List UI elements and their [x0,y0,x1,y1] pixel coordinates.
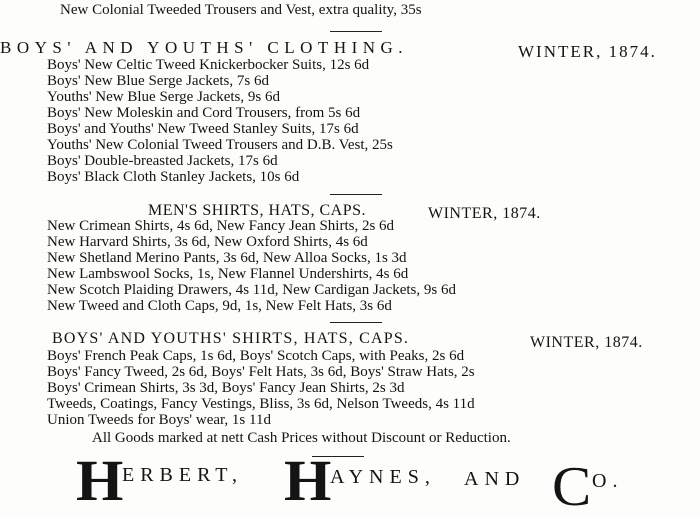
list-item: Boys' Black Cloth Stanley Jackets, 10s 6d [47,169,300,185]
section-heading-boys-shirts: BOYS' AND YOUTHS' SHIRTS, HATS, CAPS. [52,330,410,347]
firm-name-herbert: ERBERT, [122,464,243,486]
firm-name-haynes: AYNES, [330,466,436,488]
firm-initial-c: C [552,456,592,518]
list-item: Boys' and Youths' New Tweed Stanley Suits, 17s 6d [47,121,359,137]
list-item: Boys' Crimean Shirts, 3s 3d, Boys' Fancy Jean Shirts, 2s 3d [47,380,405,396]
top-line: New Colonial Tweeded Trousers and Vest, extra quality, 35s [60,2,422,18]
firm-initial-h: H [76,448,124,513]
firm-initial-h: H [284,448,332,513]
list-item: Youths' New Colonial Tweed Trousers and D.B. Vest, 25s [47,137,393,153]
section-heading-mens-shirts: MEN'S SHIRTS, HATS, CAPS. [148,202,367,219]
section-heading-boys-clothing: BOYS' AND YOUTHS' CLOTHING. [0,38,409,57]
firm-name-and: AND [464,468,526,490]
list-item: Boys' Double-breasted Jackets, 17s 6d [47,153,278,169]
list-item: New Tweed and Cloth Caps, 9d, 1s, New Felt Hats, 3s 6d [47,298,392,314]
terms-note: All Goods marked at nett Cash Prices without Discount or Reduction. [92,430,511,446]
season-label: WINTER, 1874. [518,42,657,61]
season-label: WINTER, 1874. [530,334,643,351]
list-item: Boys' Fancy Tweed, 2s 6d, Boys' Felt Hats, 3s 6d, Boys' Straw Hats, 2s [47,364,475,380]
divider-rule [330,322,382,323]
list-item: Boys' New Blue Serge Jackets, 7s 6d [47,73,269,89]
list-item: Tweeds, Coatings, Fancy Vestings, Bliss, 3s 6d, Nelson Tweeds, 4s 11d [47,396,475,412]
list-item: New Harvard Shirts, 3s 6d, New Oxford Shirts, 4s 6d [47,234,368,250]
list-item: New Lambswool Socks, 1s, New Flannel Undershirts, 4s 6d [47,266,409,282]
list-item: Boys' New Moleskin and Cord Trousers, from 5s 6d [47,105,361,121]
list-item: New Scotch Plaiding Drawers, 4s 11d, New Cardigan Jackets, 9s 6d [47,282,456,298]
divider-rule [330,31,382,32]
list-item: Youths' New Blue Serge Jackets, 9s 6d [47,89,280,105]
list-item: Boys' New Celtic Tweed Knickerbocker Suits, 12s 6d [47,57,370,73]
divider-rule [330,194,382,195]
list-item: New Crimean Shirts, 4s 6d, New Fancy Jean Shirts, 2s 6d [47,218,395,234]
firm-name-co: O. [592,470,624,492]
list-item: Boys' French Peak Caps, 1s 6d, Boys' Scotch Caps, with Peaks, 2s 6d [47,348,465,364]
list-item: Union Tweeds for Boys' wear, 1s 11d [47,412,271,428]
list-item: New Shetland Merino Pants, 3s 6d, New Alloa Socks, 1s 3d [47,250,407,266]
season-label: WINTER, 1874. [428,205,541,222]
